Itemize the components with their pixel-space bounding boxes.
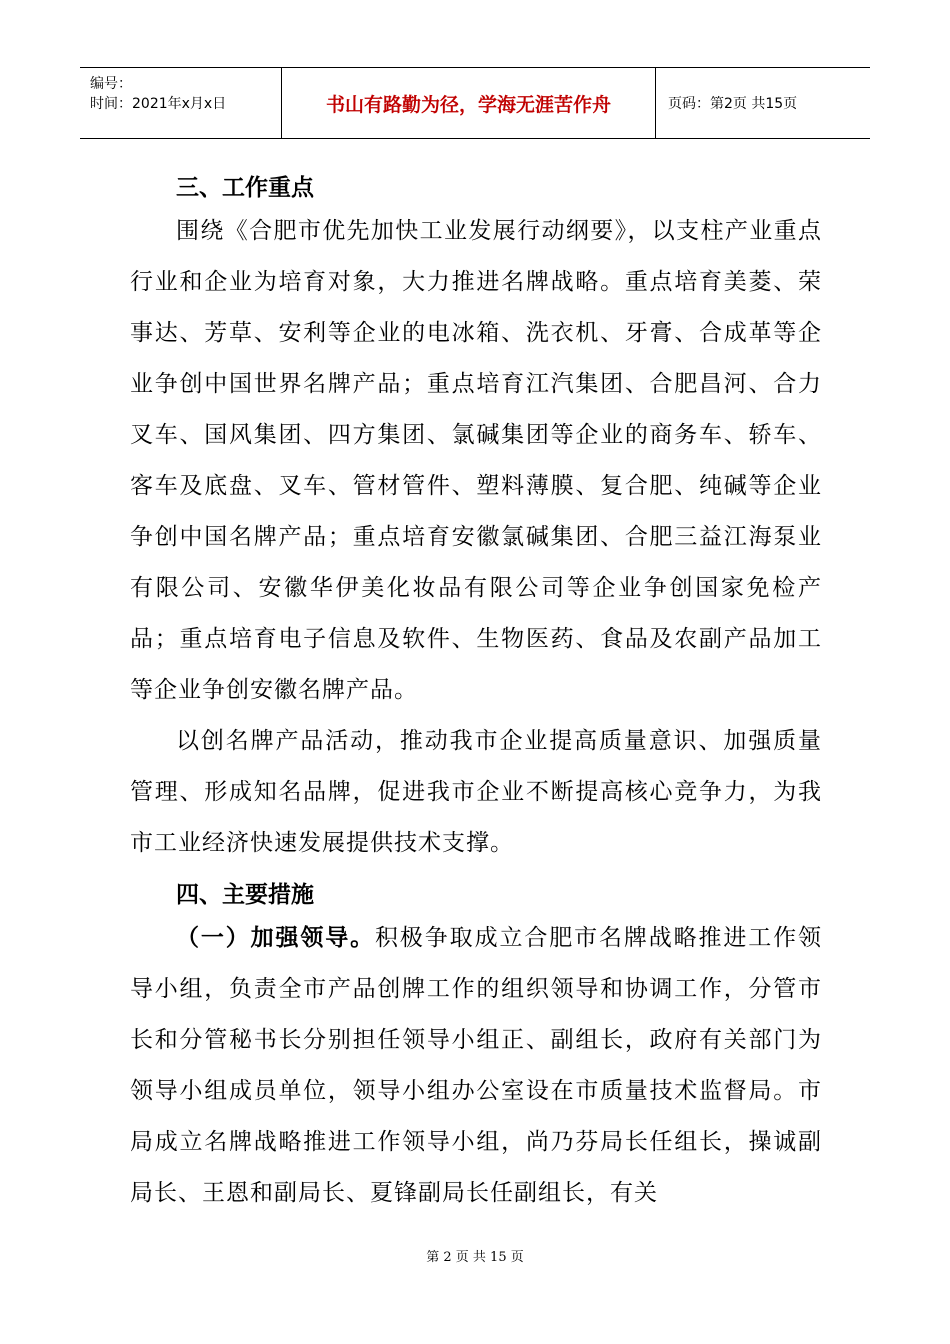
header-table bbox=[80, 67, 870, 139]
date-label: 时间：2021年x月x日 bbox=[90, 96, 227, 112]
page-info: 页码：第2页 共15页 bbox=[668, 96, 798, 112]
section-3-paragraph-2: 以创名牌产品活动，推动我市企业提高质量意识、加强质量管理、形成知名品牌，促进我市企业不断提高核心竞争力，为我市工业经济快速发展提供技术支撑。 bbox=[130, 728, 822, 856]
section-4-title: 四、主要措施 bbox=[176, 882, 314, 908]
section-3-paragraph-1: 围绕《合肥市优先加快工业发展行动纲要》，以支柱产业重点行业和企业为培育对象，大力推进名牌战略。重点培育美菱、荣事达、芳草、安利等企业的电冰箱、洗衣机、牙膏、合成革等企业争创中国世界名牌产品；重点培育江汽集团、合肥昌河、合力叉车、国风集团、四方集团、氯碱集团等企业的商务车、轿车、客车及底盘、叉车、管材管件、塑料薄膜、复合肥、纯碱等企业争创中国名牌产品；重点培育安徽氯碱集团、合肥三益江海泵业有限公司、安徽华伊美化妆品有限公司等企业争创国家免检产品；重点培育电子信息及软件、生物医药、食品及农副产品加工等企业争创安徽名牌产品。 bbox=[130, 218, 822, 703]
motto: 书山有路勤为径，学海无涯苦作舟 bbox=[282, 68, 656, 138]
item-1-lead: （一）加强领导。 bbox=[176, 925, 376, 951]
header-meta bbox=[80, 68, 282, 138]
number-label: 编号： bbox=[90, 76, 132, 92]
item-1-text: 积极争取成立合肥市名牌战略推进工作领导小组，负责全市产品创牌工作的组织领导和协调工作，分管市长和分管秘书长分别担任领导小组正、副组长，政府有关部门为领导小组成员单位，领导小组办公室设在市质量技术监督局。市局成立名牌战略推进工作领导小组，尚乃芬局长任组长，操诚副局长、王恩和副局长、夏锋副局长任副组长，有关 bbox=[130, 925, 823, 1206]
section-3-title: 三、工作重点 bbox=[176, 175, 314, 201]
section-4-item-1 bbox=[130, 913, 822, 1219]
page-footer: 第 2 页 共 15 页 bbox=[426, 1250, 524, 1265]
document-body bbox=[130, 170, 822, 1219]
